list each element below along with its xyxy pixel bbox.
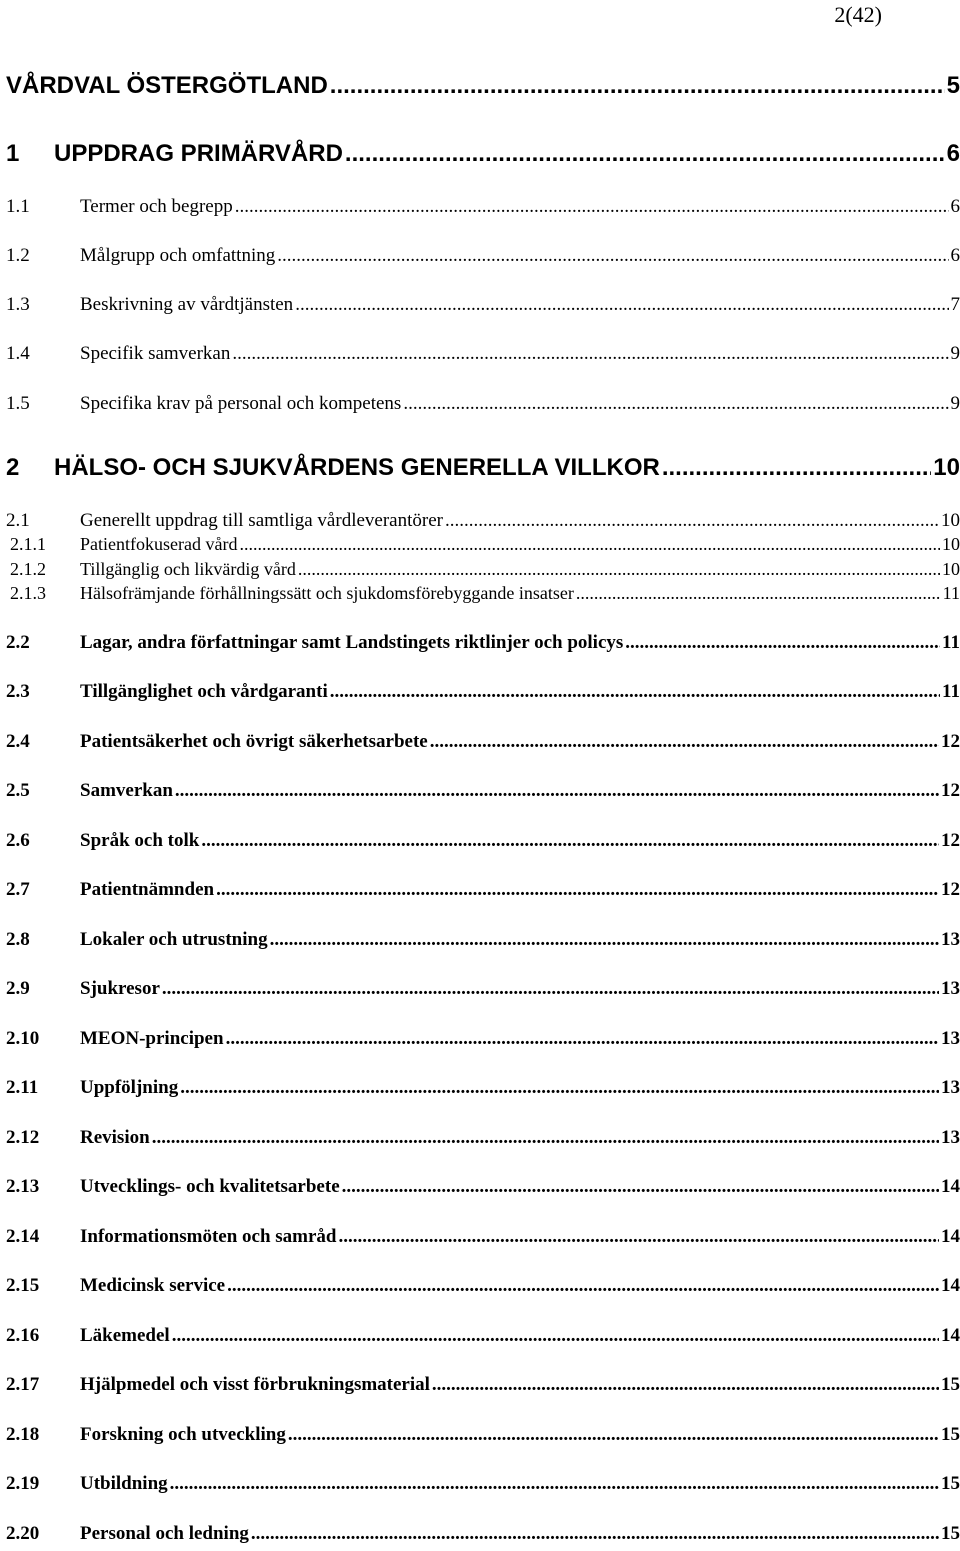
toc-entry-title: Hälsofrämjande förhållningssätt och sjukdomsförebyggande insatser xyxy=(80,583,574,603)
toc-entry-title: Läkemedel xyxy=(80,1325,170,1346)
toc-entry[interactable] xyxy=(6,681,960,703)
toc-entry-page: 13 xyxy=(941,1127,960,1148)
toc-entry-page: 11 xyxy=(942,681,960,702)
toc-entry[interactable] xyxy=(10,559,960,580)
toc-entry[interactable] xyxy=(6,1176,960,1198)
toc-entry-page: 11 xyxy=(942,632,960,653)
toc-entry-page: 15 xyxy=(941,1424,960,1445)
toc-entry-page: 10 xyxy=(933,454,960,481)
toc-leader xyxy=(172,1325,939,1347)
toc-leader xyxy=(170,1473,939,1495)
toc-leader xyxy=(201,830,939,852)
toc-entry-title: VÅRDVAL ÖSTERGÖTLAND xyxy=(6,72,328,99)
toc-entry[interactable] xyxy=(10,583,960,604)
toc-entry-title: Forskning och utveckling xyxy=(80,1424,286,1445)
toc-entry[interactable] xyxy=(6,879,960,901)
toc-entry-number: 1.1 xyxy=(6,196,30,217)
toc-entry-title: Generellt uppdrag till samtliga vårdleverantörer xyxy=(80,510,443,531)
toc-entry[interactable] xyxy=(6,1127,960,1149)
toc-entry[interactable] xyxy=(6,780,960,802)
toc-entry-number: 2.1.2 xyxy=(10,559,46,579)
toc-entry-title: Hjälpmedel och visst förbrukningsmaterial xyxy=(80,1374,430,1395)
toc-entry[interactable] xyxy=(6,1077,960,1099)
toc-entry-number: 2.16 xyxy=(6,1325,40,1346)
toc-entry-title: Termer och begrepp xyxy=(80,196,233,217)
toc-entry[interactable] xyxy=(10,534,960,555)
toc-entry[interactable] xyxy=(6,830,960,852)
toc-entry-page: 12 xyxy=(941,879,960,900)
toc-entry-page: 10 xyxy=(942,534,960,554)
toc-leader xyxy=(227,1275,939,1297)
toc-entry[interactable] xyxy=(6,1275,960,1297)
toc-entry-title: Patientnämnden xyxy=(80,879,215,900)
toc-entry-number: 2.6 xyxy=(6,830,30,851)
toc-entry-number: 1.5 xyxy=(6,393,30,414)
toc-entry-number: 2.9 xyxy=(6,978,30,999)
toc-entry[interactable] xyxy=(6,1473,960,1495)
toc-entry-page: 9 xyxy=(950,343,960,364)
toc-entry-page: 11 xyxy=(942,583,960,603)
toc-leader xyxy=(235,196,949,218)
toc-entry-number: 2.8 xyxy=(6,929,30,950)
toc-entry[interactable] xyxy=(6,245,960,267)
toc-entry-number: 2.20 xyxy=(6,1523,40,1544)
toc-leader xyxy=(239,534,940,555)
toc-leader xyxy=(662,454,931,482)
toc-leader xyxy=(445,510,939,532)
toc-leader xyxy=(251,1523,939,1545)
toc-entry[interactable] xyxy=(6,929,960,951)
toc-leader xyxy=(330,72,945,100)
toc-leader xyxy=(298,559,940,580)
toc-entry-page: 12 xyxy=(941,731,960,752)
toc-entry[interactable] xyxy=(6,294,960,316)
toc-entry-number: 2 xyxy=(6,454,20,481)
toc-entry-title: HÄLSO- OCH SJUKVÅRDENS GENERELLA VILLKOR xyxy=(54,454,660,481)
page-number: 2(42) xyxy=(834,2,882,27)
toc-leader xyxy=(576,583,941,604)
toc-leader xyxy=(152,1127,939,1149)
toc-entry-title: Målgrupp och omfattning xyxy=(80,245,276,266)
toc-entry-page: 14 xyxy=(941,1275,960,1296)
toc-entry-number: 2.10 xyxy=(6,1028,40,1049)
toc-entry-number: 2.5 xyxy=(6,780,30,801)
toc-entry-number: 1.4 xyxy=(6,343,30,364)
toc-entry-number: 2.1.1 xyxy=(10,534,46,554)
toc-leader xyxy=(342,1176,939,1198)
toc-leader xyxy=(330,681,940,703)
toc-entry-number: 2.13 xyxy=(6,1176,40,1197)
toc-entry-number: 2.17 xyxy=(6,1374,40,1395)
toc-leader xyxy=(295,294,948,316)
toc-entry-title: Medicinsk service xyxy=(80,1275,226,1296)
toc-entry-title: MEON-principen xyxy=(80,1028,224,1049)
toc-entry-page: 12 xyxy=(941,830,960,851)
toc-entry-title: Specifika krav på personal och kompetens xyxy=(80,393,402,414)
toc-entry-title: UPPDRAG PRIMÄRVÅRD xyxy=(54,140,343,167)
toc-entry-title: Tillgänglighet och vårdgaranti xyxy=(80,681,328,702)
toc-leader xyxy=(403,393,948,415)
toc-entry-title: Sjukresor xyxy=(80,978,160,999)
toc-entry-title: Beskrivning av vårdtjänsten xyxy=(80,294,294,315)
toc-entry-number: 1 xyxy=(6,140,20,167)
toc-entry-page: 10 xyxy=(942,559,960,579)
toc-entry-title: Informationsmöten och samråd xyxy=(80,1226,337,1247)
toc-leader xyxy=(180,1077,939,1099)
toc-entry-page: 6 xyxy=(946,140,960,167)
toc-entry[interactable] xyxy=(6,393,960,415)
toc-entry-page: 14 xyxy=(941,1176,960,1197)
toc-entry-page: 7 xyxy=(950,294,960,315)
toc-entry-page: 9 xyxy=(950,393,960,414)
toc-entry[interactable] xyxy=(6,731,960,753)
toc-entry-title: Personal och ledning xyxy=(80,1523,249,1544)
toc-leader xyxy=(339,1226,940,1248)
toc-entry-page: 13 xyxy=(941,1028,960,1049)
toc-entry-number: 2.18 xyxy=(6,1424,40,1445)
toc-entry-page: 15 xyxy=(941,1473,960,1494)
toc-entry-title: Uppföljning xyxy=(80,1077,179,1098)
toc-entry-number: 2.3 xyxy=(6,681,30,702)
toc-entry[interactable] xyxy=(6,343,960,365)
toc-entry-number: 2.15 xyxy=(6,1275,40,1296)
toc-leader xyxy=(175,780,939,802)
toc-leader xyxy=(232,343,948,365)
toc-entry-number: 2.1 xyxy=(6,510,30,531)
toc-entry[interactable] xyxy=(6,510,960,532)
toc-entry[interactable] xyxy=(6,140,960,168)
toc-leader xyxy=(270,929,939,951)
toc-entry-title: Specifik samverkan xyxy=(80,343,231,364)
toc-leader xyxy=(216,879,939,901)
toc-entry[interactable] xyxy=(6,454,960,482)
toc-leader xyxy=(345,140,945,168)
toc-entry-number: 2.19 xyxy=(6,1473,40,1494)
toc-entry-number: 2.14 xyxy=(6,1226,40,1247)
toc-entry[interactable] xyxy=(6,72,960,100)
toc-entry-number: 1.3 xyxy=(6,294,30,315)
toc-entry-title: Språk och tolk xyxy=(80,830,200,851)
toc-entry-page: 14 xyxy=(941,1226,960,1247)
toc-entry-number: 2.11 xyxy=(6,1077,39,1098)
toc-leader xyxy=(277,245,948,267)
toc-entry-title: Utvecklings- och kvalitetsarbete xyxy=(80,1176,340,1197)
toc-entry-number: 2.4 xyxy=(6,731,30,752)
toc-entry-title: Samverkan xyxy=(80,780,173,801)
toc-entry-title: Utbildning xyxy=(80,1473,168,1494)
toc-entry[interactable] xyxy=(6,1325,960,1347)
toc-entry-number: 2.12 xyxy=(6,1127,40,1148)
toc-entry-page: 13 xyxy=(941,1077,960,1098)
toc-entry-title: Patientsäkerhet och övrigt säkerhetsarbete xyxy=(80,731,428,752)
toc-entry-page: 13 xyxy=(941,929,960,950)
toc-entry[interactable] xyxy=(6,196,960,218)
toc-entry-title: Revision xyxy=(80,1127,150,1148)
toc-leader xyxy=(162,978,939,1000)
toc-entry[interactable] xyxy=(6,1226,960,1248)
toc-entry-number: 2.1.3 xyxy=(10,583,46,603)
toc-leader xyxy=(226,1028,939,1050)
toc-entry[interactable] xyxy=(6,1028,960,1050)
toc-entry-page: 13 xyxy=(941,978,960,999)
toc-leader xyxy=(432,1374,939,1396)
toc-entry-number: 2.7 xyxy=(6,879,30,900)
toc-entry-title: Tillgänglig och likvärdig vård xyxy=(80,559,296,579)
toc-entry[interactable] xyxy=(6,632,960,654)
toc-entry-page: 6 xyxy=(950,196,960,217)
toc-entry[interactable] xyxy=(6,1424,960,1446)
toc-entry-title: Lokaler och utrustning xyxy=(80,929,268,950)
toc-entry-number: 1.2 xyxy=(6,245,30,266)
toc-leader xyxy=(430,731,939,753)
toc-entry-page: 15 xyxy=(941,1374,960,1395)
toc-entry-page: 10 xyxy=(941,510,960,531)
toc-entry-title: Patientfokuserad vård xyxy=(80,534,238,554)
toc-entry[interactable] xyxy=(6,1374,960,1396)
toc-entry[interactable] xyxy=(6,978,960,1000)
toc-entry-number: 2.2 xyxy=(6,632,30,653)
toc-entry-page: 12 xyxy=(941,780,960,801)
toc-entry[interactable] xyxy=(6,1523,960,1545)
toc-entry-page: 6 xyxy=(950,245,960,266)
toc-entry-title: Lagar, andra författningar samt Landstingets riktlinjer och policys xyxy=(80,632,624,653)
toc-entry-page: 5 xyxy=(946,72,960,99)
toc-entry-page: 14 xyxy=(941,1325,960,1346)
toc-leader xyxy=(288,1424,939,1446)
toc-entry-page: 15 xyxy=(941,1523,960,1544)
toc-leader xyxy=(625,632,940,654)
